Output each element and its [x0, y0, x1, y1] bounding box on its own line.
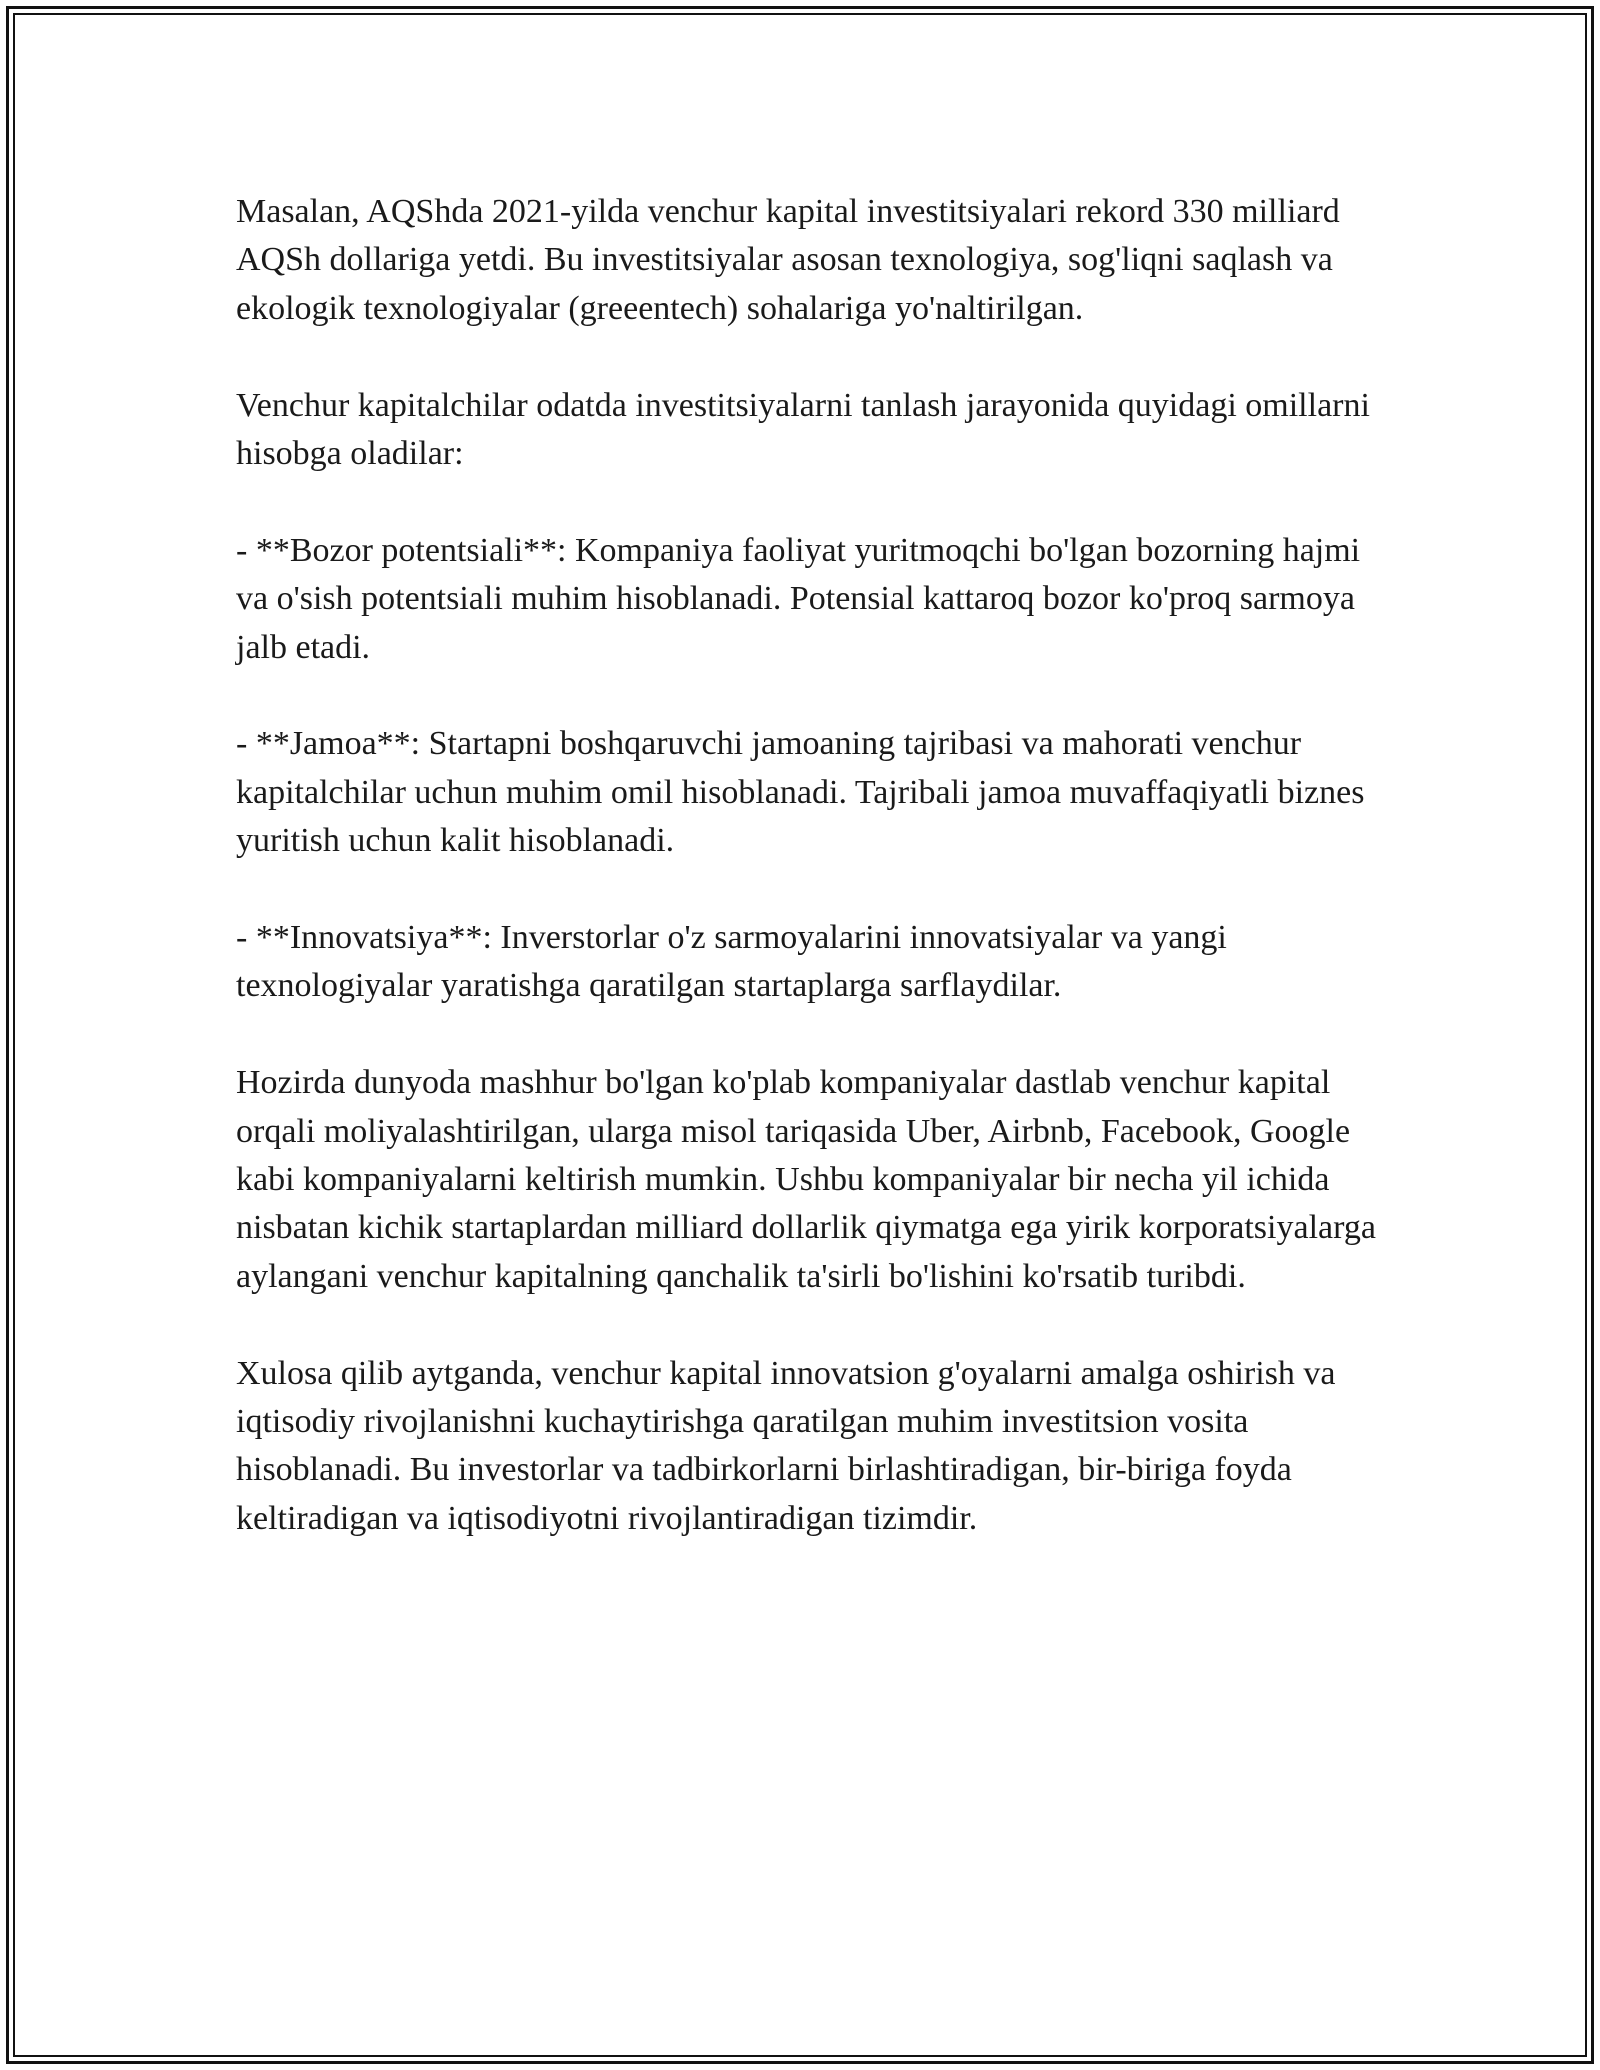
- list-item-innovation: - **Innovatsiya**: Inverstorlar o'z sarmoyalarini innovatsiyalar va yangi texnologiyalar yaratishga qaratilgan startaplarga sarflaydilar.: [236, 919, 1227, 1005]
- list-item-market-potential: - **Bozor potentsiali**: Kompaniya faoliyat yuritmoqchi bo'lgan bozorning hajmi va o'sish potentsiali muhim hisoblanadi. Potensial kattaroq bozor ko'proq sarmoya jalb etadi.: [236, 531, 1361, 666]
- paragraph-selection-factors: Venchur kapitalchilar odatda investitsiyalarni tanlash jarayonida quyidagi omillarni hisobga oladilar:: [236, 386, 1370, 473]
- paragraph-conclusion: Xulosa qilib aytganda, venchur kapital innovatsion g'oyalarni amalga oshirish va iqtisodiy rivojlanishni kuchaytirishga qaratilgan muhim investitsion vosita hisoblanadi. Bu investorlar va tadbirkorlarni birlashtiradigan, bir-biriga foyda keltiradigan va iqtisodiyotni rivojlantiradigan tizimdir.: [236, 1354, 1336, 1537]
- list-item-team: - **Jamoa**: Startapni boshqaruvchi jamoaning tajribasi va mahorati venchur kapitalchilar uchun muhim omil hisoblanadi. Tajribali jamoa muvaffaqiyatli biznes yuritish uchun kalit hisoblanadi.: [236, 725, 1365, 860]
- paragraph-famous-companies: Hozirda dunyoda mashhur bo'lgan ko'plab kompaniyalar dastlab venchur kapital orqali moliyalashtirilgan, ularga misol tariqasida Uber, Airbnb, Facebook, Google kabi kompaniyalarni keltirish mumkin. Ushbu kompaniyalar bir necha yil ichida nisbatan kichik startaplardan milliard dollarlik qiymatga ega yirik korporatsiyalarga aylangani venchur kapitalning qanchalik ta'sirli bo'lishini ko'rsatib turibdi.: [236, 1064, 1376, 1295]
- paragraph-intro-usa-investments: Masalan, AQShda 2021-yilda venchur kapital investitsiyalari rekord 330 milliard AQSh dollariga yetdi. Bu investitsiyalar asosan texnologiya, sog'liqni saqlash va ekologik texnologiyalar (greeentech) sohalariga yo'naltirilgan.: [236, 193, 1340, 327]
- document-body: [236, 188, 1386, 1592]
